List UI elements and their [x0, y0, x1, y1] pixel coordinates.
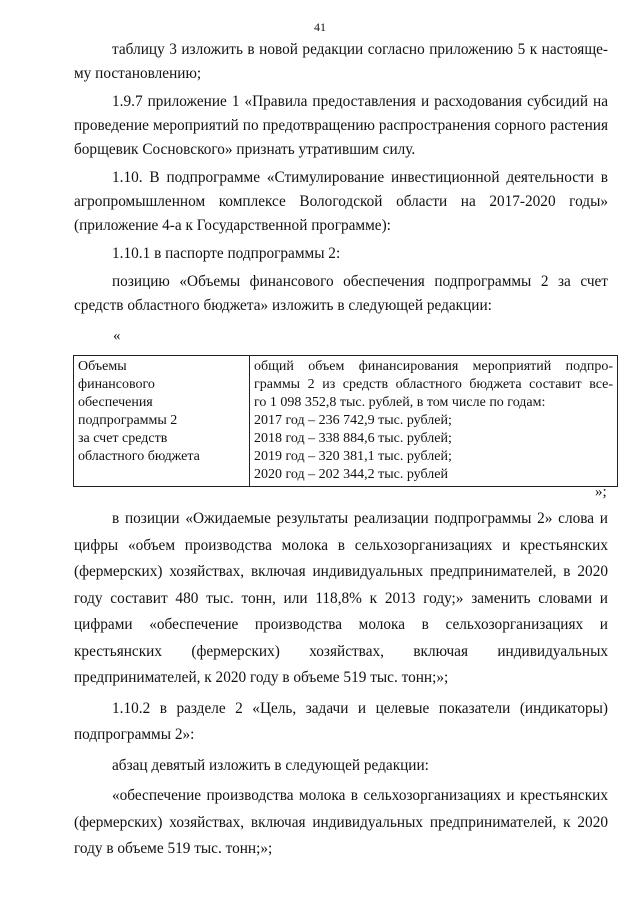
- para-1-10-2: 1.10.2 в разделе 2 «Цель, задачи и целевые показатели (индикаторы) подпрограммы 2»:: [74, 699, 608, 743]
- quote-open: «: [113, 328, 121, 344]
- para-1-10: 1.10. В подпрограмме «Стимулирование инвестиционной деятельности в агропромышленном комплексе Вологодской области на 2017-2020 годы» (приложение 4-а к Государственной программе):: [74, 169, 608, 234]
- financing-table: [73, 355, 618, 487]
- para-expected-results: в позиции «Ожидаемые результаты реализации подпрограммы 2» слова и цифры «объем производства молока в сельхозорганизациях и крестьянских (фермерских) хозяйствах, включая индивидуальных предпринимателей, в 2020 году составит 480 тыс. тонн, или 118,8% к 2013 году;» заменить словами и цифрами «обеспечение производства молока в сельхозорганизациях и крестьянских (фермерских) хозяйствах, включая индивидуальных предпринимателей, к 2020 году в объеме 519 тыс. тонн;»;: [74, 510, 608, 686]
- table-cell-value: [250, 356, 618, 487]
- para-1-9-7: 1.9.7 приложение 1 «Правила предоставления и расходования субсидий на проведение мероприятий по предотвращению распространения сорного растения борщевик Сосновского» признать утратившим силу.: [74, 93, 608, 158]
- table-value-line: 2017 год – 236 742,9 тыс. рублей;: [254, 413, 452, 428]
- table-value-line: 2020 год – 202 344,2 тыс. рублей: [254, 467, 448, 482]
- table-label-line: подпрограммы 2: [78, 413, 178, 428]
- top-section: [74, 38, 608, 318]
- bottom-section: [74, 506, 608, 863]
- para-position: позицию «Объемы финансового обеспечения подпрограммы 2 за счет средств областного бюджета» изложить в следующей редакции:: [74, 273, 608, 314]
- para-table3-line-2: му постановлению;: [74, 65, 202, 82]
- para-table3-line-1: таблицу 3 изложить в новой редакции согласно приложению 5 к настояще-: [112, 41, 608, 58]
- table-value-line: 2018 год – 338 884,6 тыс. рублей;: [254, 431, 452, 446]
- para-ninth: абзац девятый изложить в следующей редакции:: [112, 756, 429, 774]
- table-label-line: областного бюджета: [78, 449, 200, 464]
- table-label-line: за счет средств: [78, 431, 168, 446]
- table-row: [74, 356, 618, 487]
- para-quote-final: «обеспечение производства молока в сельхозорганизациях и крестьянских (фермерских) хозяйствах, включая индивидуальных предпринимателей, к 2020 году в объеме 519 тыс. тонн;»;: [74, 787, 608, 857]
- table-cell-label: [74, 356, 250, 487]
- table-value-line: общий объем финансирования мероприятий подпро-: [254, 359, 613, 374]
- table-value-line: граммы 2 из средств областного бюджета составит все-: [254, 377, 613, 392]
- table-value-line: го 1 098 352,8 тыс. рублей, в том числе по годам:: [254, 395, 546, 410]
- table-label-line: финансового: [78, 377, 155, 392]
- para-1-10-1: 1.10.1 в паспорте подпрограммы 2:: [112, 245, 341, 262]
- para-table3: [74, 38, 608, 86]
- table-label-line: Объемы: [78, 359, 127, 374]
- page-number: 41: [314, 20, 326, 34]
- table-label-line: обеспечения: [78, 395, 153, 410]
- quote-close: »;: [595, 484, 607, 500]
- table-value-line: 2019 год – 320 381,1 тыс. рублей;: [254, 449, 452, 464]
